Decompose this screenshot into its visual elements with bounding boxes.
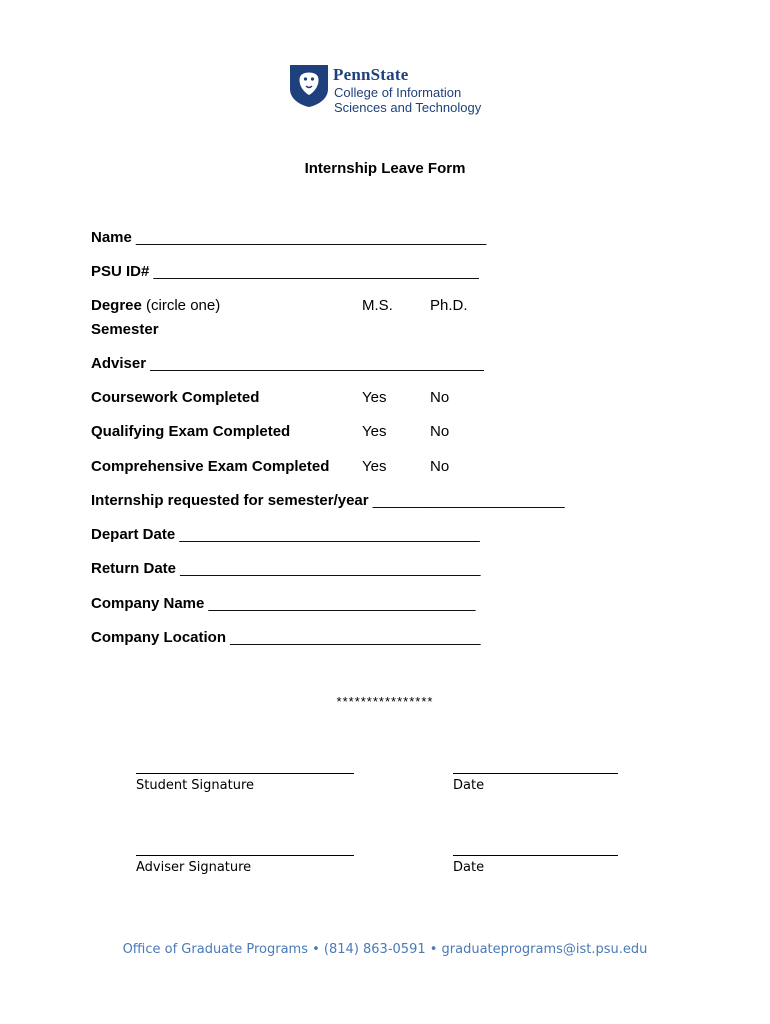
degree-note: (circle one): [141, 297, 221, 314]
depart-date-field[interactable]: [91, 526, 480, 543]
company-name-label: Company Name: [91, 595, 205, 612]
return-date-line[interactable]: ____________________________________: [176, 560, 481, 577]
qualifying-exam-label: Qualifying Exam Completed: [91, 423, 291, 440]
student-signature-line[interactable]: [136, 773, 354, 774]
college-name-line2: Sciences and Technology: [334, 100, 482, 115]
coursework-yes-option[interactable]: Yes: [362, 389, 387, 406]
psu-id-field[interactable]: [91, 263, 479, 280]
adviser-signature-line[interactable]: [136, 855, 354, 856]
degree-option-ms[interactable]: M.S.: [362, 297, 393, 314]
degree-option-phd[interactable]: Ph.D.: [430, 297, 468, 314]
comprehensive-no-option[interactable]: No: [430, 458, 450, 475]
adviser-label: Adviser: [91, 355, 147, 372]
company-name-line[interactable]: ________________________________: [204, 595, 476, 612]
student-date-line[interactable]: [453, 773, 618, 774]
coursework-label: Coursework Completed: [91, 389, 260, 406]
comprehensive-yes-option[interactable]: Yes: [362, 458, 387, 475]
internship-semester-field[interactable]: [91, 492, 565, 509]
depart-date-label: Depart Date: [91, 526, 176, 543]
student-date-label: Date: [453, 778, 485, 793]
coursework-no-option[interactable]: No: [430, 389, 450, 406]
student-signature-label: Student Signature: [136, 778, 255, 793]
semester-label: Semester: [91, 321, 159, 338]
company-location-field[interactable]: [91, 629, 480, 646]
adviser-date-label: Date: [453, 860, 485, 875]
comprehensive-exam-label: Comprehensive Exam Completed: [91, 458, 330, 475]
qualifying-no-option[interactable]: No: [430, 423, 450, 440]
adviser-signature-label: Adviser Signature: [136, 860, 252, 875]
adviser-field[interactable]: [91, 355, 484, 372]
brand-name: PennState: [333, 65, 409, 84]
adviser-date-line[interactable]: [453, 855, 618, 856]
return-date-field[interactable]: [91, 560, 481, 577]
psu-id-line[interactable]: _______________________________________: [149, 263, 479, 280]
adviser-line[interactable]: ________________________________________: [146, 355, 484, 372]
college-logo: [288, 63, 488, 119]
qualifying-yes-option[interactable]: Yes: [362, 423, 387, 440]
internship-semester-line[interactable]: _______________________: [368, 492, 565, 509]
company-name-field[interactable]: [91, 595, 476, 612]
separator-stars: ****************: [336, 694, 434, 709]
degree-label: Degree: [91, 297, 142, 314]
footer-contact: Office of Graduate Programs • (814) 863-0591 • graduateprograms@ist.psu.edu: [122, 942, 648, 957]
name-label: Name: [91, 229, 132, 246]
name-line[interactable]: __________________________________________: [131, 229, 487, 246]
psu-id-label: PSU ID#: [91, 263, 150, 280]
form-title: Internship Leave Form: [304, 160, 466, 177]
college-name-line1: College of Information: [334, 85, 462, 100]
internship-semester-label: Internship requested for semester/year: [91, 492, 369, 509]
company-location-label: Company Location: [91, 629, 227, 646]
degree-field: [91, 297, 220, 314]
name-field[interactable]: [91, 229, 486, 246]
company-location-line[interactable]: ______________________________: [226, 629, 481, 646]
nittany-lion-shield-icon: [288, 63, 330, 108]
depart-date-line[interactable]: ____________________________________: [175, 526, 480, 543]
return-date-label: Return Date: [91, 560, 177, 577]
